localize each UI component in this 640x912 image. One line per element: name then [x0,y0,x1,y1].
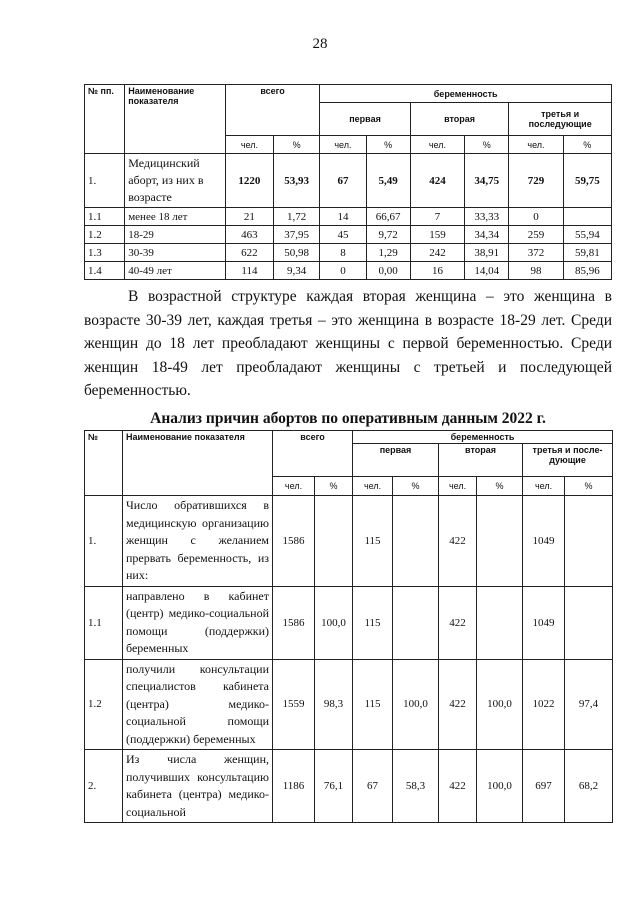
cell-value [393,586,439,659]
cell-value: 115 [353,586,393,659]
cell-value [477,586,523,659]
body-paragraph [84,285,612,403]
row-name: 30-39 [125,244,226,262]
cell-value: 622 [225,244,273,262]
row-num: 1. [85,496,123,587]
unit-people: чел. [320,136,366,154]
row-name: Из числа женщин, получивших консультацию кабинета (центра) медико-социальной [123,750,273,823]
unit-people: чел. [439,477,477,496]
row-num: 1.3 [85,244,125,262]
cell-value: 259 [509,226,563,244]
cell-value: 0 [509,208,563,226]
table-row [85,208,612,226]
cell-value: 729 [509,154,563,208]
header-num: № пп. [85,85,125,154]
row-num: 1.1 [85,586,123,659]
header-second: вторая [410,103,509,136]
cell-value: 97,4 [565,659,613,750]
cell-value: 53,93 [274,154,320,208]
cell-value: 372 [509,244,563,262]
cell-value: 66,67 [366,208,410,226]
cell-value: 7 [410,208,464,226]
header-third: третья и после-дующие [523,444,613,477]
cell-value: 9,72 [366,226,410,244]
cell-value [477,496,523,587]
unit-people: чел. [353,477,393,496]
header-first: первая [353,444,439,477]
row-name: менее 18 лет [125,208,226,226]
cell-value: 1049 [523,496,565,587]
cell-value: 422 [439,659,477,750]
cell-value: 100,0 [477,750,523,823]
header-total: всего [273,431,353,477]
table-row [85,750,613,823]
cell-value: 37,95 [274,226,320,244]
cell-value: 68,2 [565,750,613,823]
row-name: 18-29 [125,226,226,244]
cell-value: 16 [410,262,464,280]
unit-pct: % [274,136,320,154]
header-pregnancy: беременность [320,85,612,103]
abortion-reasons-table [84,430,613,823]
cell-value: 45 [320,226,366,244]
cell-value: 67 [353,750,393,823]
unit-pct: % [563,136,611,154]
cell-value [565,586,613,659]
cell-value: 1186 [273,750,315,823]
cell-value: 14,04 [465,262,509,280]
cell-value [565,496,613,587]
header-first: первая [320,103,410,136]
row-num: 1.2 [85,659,123,750]
row-num: 1.2 [85,226,125,244]
cell-value: 85,96 [563,262,611,280]
page-number: 28 [312,36,328,52]
table-row [85,226,612,244]
row-num: 1.1 [85,208,125,226]
cell-value: 422 [439,586,477,659]
cell-value: 424 [410,154,464,208]
cell-value: 98,3 [315,659,353,750]
cell-value: 463 [225,226,273,244]
cell-value [563,208,611,226]
cell-value: 0 [320,262,366,280]
header-name: Наименование показателя [123,431,273,496]
cell-value: 14 [320,208,366,226]
unit-pct: % [477,477,523,496]
cell-value: 34,75 [465,154,509,208]
table-row [85,586,613,659]
cell-value: 50,98 [274,244,320,262]
cell-value: 1586 [273,496,315,587]
cell-value: 1022 [523,659,565,750]
unit-pct: % [565,477,613,496]
cell-value: 1049 [523,586,565,659]
cell-value: 21 [225,208,273,226]
cell-value: 59,81 [563,244,611,262]
cell-value: 38,91 [465,244,509,262]
cell-value: 1586 [273,586,315,659]
unit-people: чел. [410,136,464,154]
cell-value: 58,3 [393,750,439,823]
cell-value: 0,00 [366,262,410,280]
cell-value: 422 [439,750,477,823]
unit-pct: % [366,136,410,154]
unit-people: чел. [509,136,563,154]
row-num: 1. [85,154,125,208]
row-num: 2. [85,750,123,823]
unit-people: чел. [523,477,565,496]
cell-value: 5,49 [366,154,410,208]
row-num: 1.4 [85,262,125,280]
cell-value: 67 [320,154,366,208]
row-name: Число обратившихся в медицинскую организацию женщин с желанием прервать беременность, из них: [123,496,273,587]
header-name: Наименование показателя [125,85,226,154]
cell-value: 100,0 [477,659,523,750]
cell-value: 1220 [225,154,273,208]
table-row [85,659,613,750]
cell-value: 422 [439,496,477,587]
paragraph-text: В возрастной структуре каждая вторая женщина – это женщина в возрасте 30-39 лет, каждая третья – это женщина в возрасте 18-29 лет. Среди женщин до 18 лет преобладают женщины с первой беременностью. Среди женщин 18-49 лет преобладают женщины с третьей и последующей беременностью. [84,288,612,399]
cell-value: 33,33 [465,208,509,226]
cell-value: 697 [523,750,565,823]
cell-value: 115 [353,496,393,587]
header-total: всего [225,85,320,136]
table-row [85,262,612,280]
row-name: получили консультации специалистов кабинета (центра) медико-социальной помощи (поддержки) беременных [123,659,273,750]
row-name: направлено в кабинет (центр) медико-социальной помощи (поддержки) беременных [123,586,273,659]
cell-value: 115 [353,659,393,750]
cell-value [393,496,439,587]
unit-pct: % [393,477,439,496]
cell-value: 1,72 [274,208,320,226]
cell-value: 76,1 [315,750,353,823]
cell-value: 1,29 [366,244,410,262]
table-row [85,244,612,262]
header-num: № [85,431,123,496]
cell-value: 59,75 [563,154,611,208]
row-name: Медицинский аборт, из них в возрасте [125,154,226,208]
table-row [85,154,612,208]
cell-value: 100,0 [315,586,353,659]
age-structure-table [84,84,612,280]
cell-value: 98 [509,262,563,280]
header-second: вторая [439,444,523,477]
cell-value: 100,0 [393,659,439,750]
header-pregnancy: беременность [353,431,613,444]
table-row [85,496,613,587]
cell-value: 8 [320,244,366,262]
table2-title: Анализ причин абортов по оперативным данным 2022 г. [150,410,546,427]
cell-value: 159 [410,226,464,244]
unit-people: чел. [273,477,315,496]
unit-people: чел. [225,136,273,154]
cell-value: 55,94 [563,226,611,244]
cell-value: 242 [410,244,464,262]
unit-pct: % [465,136,509,154]
cell-value: 34,34 [465,226,509,244]
cell-value: 1559 [273,659,315,750]
cell-value: 9,34 [274,262,320,280]
cell-value: 114 [225,262,273,280]
unit-pct: % [315,477,353,496]
header-third: третья и последующие [509,103,612,136]
row-name: 40-49 лет [125,262,226,280]
cell-value [315,496,353,587]
